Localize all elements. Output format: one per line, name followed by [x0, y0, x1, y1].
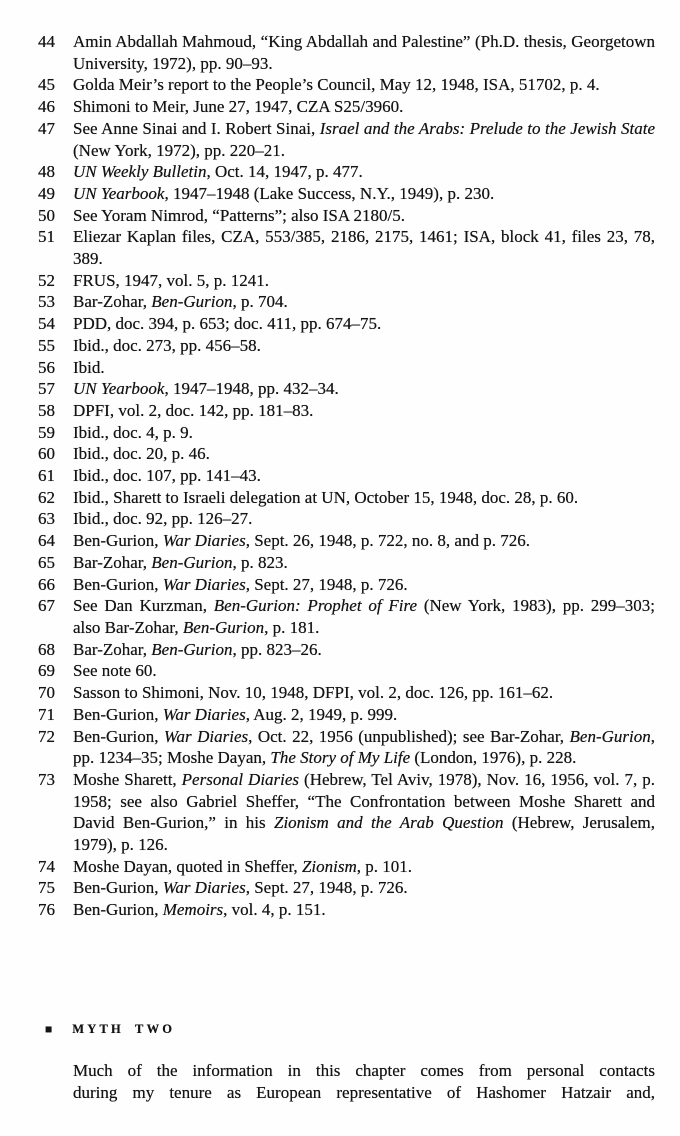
section-title: MYTH TWO	[72, 1022, 176, 1036]
note-number: 53	[38, 292, 55, 312]
note-text: Ibid., doc. 4, p. 9.	[73, 422, 193, 442]
note-item	[38, 639, 655, 661]
note-item	[38, 530, 655, 552]
note-item	[38, 378, 655, 400]
note-number: 50	[38, 205, 55, 225]
note-number: 74	[38, 856, 55, 876]
note-item	[38, 552, 655, 574]
section-footer	[0, 1022, 680, 1103]
note-text: Moshe Dayan, quoted in Sheffer, Zionism, p. 101.	[73, 856, 412, 876]
note-text: Sasson to Shimoni, Nov. 10, 1948, DFPI, vol. 2, doc. 126, pp. 161–62.	[73, 683, 554, 703]
note-number: 70	[38, 683, 55, 703]
note-number: 67	[38, 596, 55, 616]
note-item	[38, 270, 655, 292]
note-number: 75	[38, 878, 55, 898]
note-text: Ben-Gurion, War Diaries, Sept. 26, 1948, p. 722, no. 8, and p. 726.	[73, 531, 530, 551]
square-bullet-icon: ■	[45, 1022, 53, 1036]
note-text: Ben-Gurion, War Diaries, Oct. 22, 1956 (unpublished); see Bar-Zohar, Ben-Gurion, pp. 1234–35; Moshe Dayan, The Story of My Life (London, 1976), p. 228.	[73, 726, 655, 768]
note-number: 69	[38, 661, 55, 681]
note-text: PDD, doc. 394, p. 653; doc. 411, pp. 674–75.	[73, 314, 382, 334]
note-number: 51	[38, 227, 55, 247]
paragraph-line: Much of the information in this chapter comes from personal contacts	[73, 1061, 655, 1080]
note-number: 52	[38, 270, 55, 290]
note-number: 47	[38, 118, 55, 138]
note-text: See Dan Kurzman, Ben-Gurion: Prophet of Fire (New York, 1983), pp. 299–303; also Bar-Zohar, Ben-Gurion, p. 181.	[73, 596, 656, 637]
notes-list	[38, 31, 655, 921]
note-number: 45	[38, 75, 55, 95]
note-number: 46	[38, 97, 55, 117]
note-text: DPFI, vol. 2, doc. 142, pp. 181–83.	[73, 400, 314, 420]
note-item	[38, 161, 655, 183]
note-number: 71	[38, 704, 55, 724]
note-item	[38, 487, 655, 509]
note-item	[38, 508, 655, 530]
note-text: Ibid., doc. 20, p. 46.	[73, 444, 210, 464]
note-item	[38, 31, 655, 74]
note-item	[38, 726, 655, 769]
note-item	[38, 313, 655, 335]
note-text: Ben-Gurion, War Diaries, Sept. 27, 1948, p. 726.	[73, 878, 408, 898]
note-item	[38, 205, 655, 227]
note-text: Ben-Gurion, Memoirs, vol. 4, p. 151.	[73, 900, 326, 920]
note-item	[38, 335, 655, 357]
note-text: Ben-Gurion, War Diaries, Sept. 27, 1948, p. 726.	[73, 574, 408, 594]
note-text: UN Weekly Bulletin, Oct. 14, 1947, p. 477.	[73, 162, 363, 182]
note-number: 55	[38, 335, 55, 355]
note-item	[38, 574, 655, 596]
note-item	[38, 357, 655, 379]
note-item	[38, 704, 655, 726]
note-number: 66	[38, 574, 55, 594]
note-number: 68	[38, 639, 55, 659]
note-number: 72	[38, 726, 55, 746]
note-item	[38, 183, 655, 205]
paragraph-line: during my tenure as European representative of Hashomer Hatzair and,	[73, 1082, 655, 1102]
note-text: UN Yearbook, 1947–1948 (Lake Success, N.Y., 1949), p. 230.	[73, 183, 495, 203]
note-item	[38, 682, 655, 704]
note-text: Bar-Zohar, Ben-Gurion, p. 823.	[73, 552, 288, 572]
note-text: Ibid., doc. 107, pp. 141–43.	[73, 466, 261, 486]
section-header	[45, 1022, 680, 1036]
note-text: Ben-Gurion, War Diaries, Aug. 2, 1949, p. 999.	[73, 704, 398, 724]
note-number: 44	[38, 32, 55, 51]
note-number: 49	[38, 183, 55, 203]
body-paragraph	[73, 1060, 655, 1103]
note-text: Amin Abdallah Mahmoud, “King Abdallah and Palestine” (Ph.D. thesis, Georgetown University, 1972), pp. 90–93.	[73, 32, 655, 73]
note-text: Ibid., Sharett to Israeli delegation at UN, October 15, 1948, doc. 28, p. 60.	[73, 487, 579, 507]
note-item	[38, 465, 655, 487]
note-number: 63	[38, 509, 55, 529]
note-number: 48	[38, 162, 55, 182]
note-number: 73	[38, 769, 55, 789]
note-item	[38, 595, 655, 638]
note-item	[38, 877, 655, 899]
note-number: 59	[38, 422, 55, 442]
note-number: 76	[38, 900, 55, 920]
note-text: Golda Meir’s report to the People’s Council, May 12, 1948, ISA, 51702, p. 4.	[73, 75, 600, 95]
note-number: 65	[38, 552, 55, 572]
note-text: See note 60.	[73, 661, 157, 681]
note-item	[38, 74, 655, 96]
note-item	[38, 118, 655, 161]
note-text: Bar-Zohar, Ben-Gurion, pp. 823–26.	[73, 639, 322, 659]
note-text: Ibid., doc. 92, pp. 126–27.	[73, 509, 253, 529]
note-item	[38, 769, 655, 856]
note-item	[38, 226, 655, 269]
note-number: 64	[38, 531, 55, 551]
note-text: Ibid., doc. 273, pp. 456–58.	[73, 335, 261, 355]
note-text: Eliezar Kaplan files, CZA, 553/385, 2186, 2175, 1461; ISA, block 41, files 23, 78, 389.	[73, 227, 655, 269]
note-number: 57	[38, 379, 55, 399]
note-number: 54	[38, 314, 55, 334]
note-number: 61	[38, 466, 55, 486]
note-item	[38, 899, 655, 921]
note-text: See Yoram Nimrod, “Patterns”; also ISA 2180/5.	[73, 205, 405, 225]
note-item	[38, 291, 655, 313]
note-text: UN Yearbook, 1947–1948, pp. 432–34.	[73, 379, 339, 399]
note-item	[38, 422, 655, 444]
note-item	[38, 856, 655, 878]
note-number: 60	[38, 444, 55, 464]
note-item	[38, 660, 655, 682]
note-text: Moshe Sharett, Personal Diaries (Hebrew, Tel Aviv, 1978), Nov. 16, 1956, vol. 7, p. 1958; see also Gabriel Sheffer, “The Confrontation between Moshe Sharett and David Ben-Gurion,” in his Zionism and the Arab Question (Hebrew, Jerusalem, 1979), p. 126.	[73, 769, 656, 855]
note-item	[38, 96, 655, 118]
note-text: See Anne Sinai and I. Robert Sinai, Israel and the Arabs: Prelude to the Jewish State (New York, 1972), pp. 220–21.	[73, 118, 655, 160]
note-text: Shimoni to Meir, June 27, 1947, CZA S25/3960.	[73, 97, 404, 117]
note-number: 58	[38, 400, 55, 420]
note-text: FRUS, 1947, vol. 5, p. 1241.	[73, 270, 269, 290]
note-item	[38, 443, 655, 465]
note-item	[38, 400, 655, 422]
note-number: 62	[38, 487, 55, 507]
note-text: Ibid.	[73, 357, 105, 377]
note-text: Bar-Zohar, Ben-Gurion, p. 704.	[73, 292, 288, 312]
note-number: 56	[38, 357, 55, 377]
